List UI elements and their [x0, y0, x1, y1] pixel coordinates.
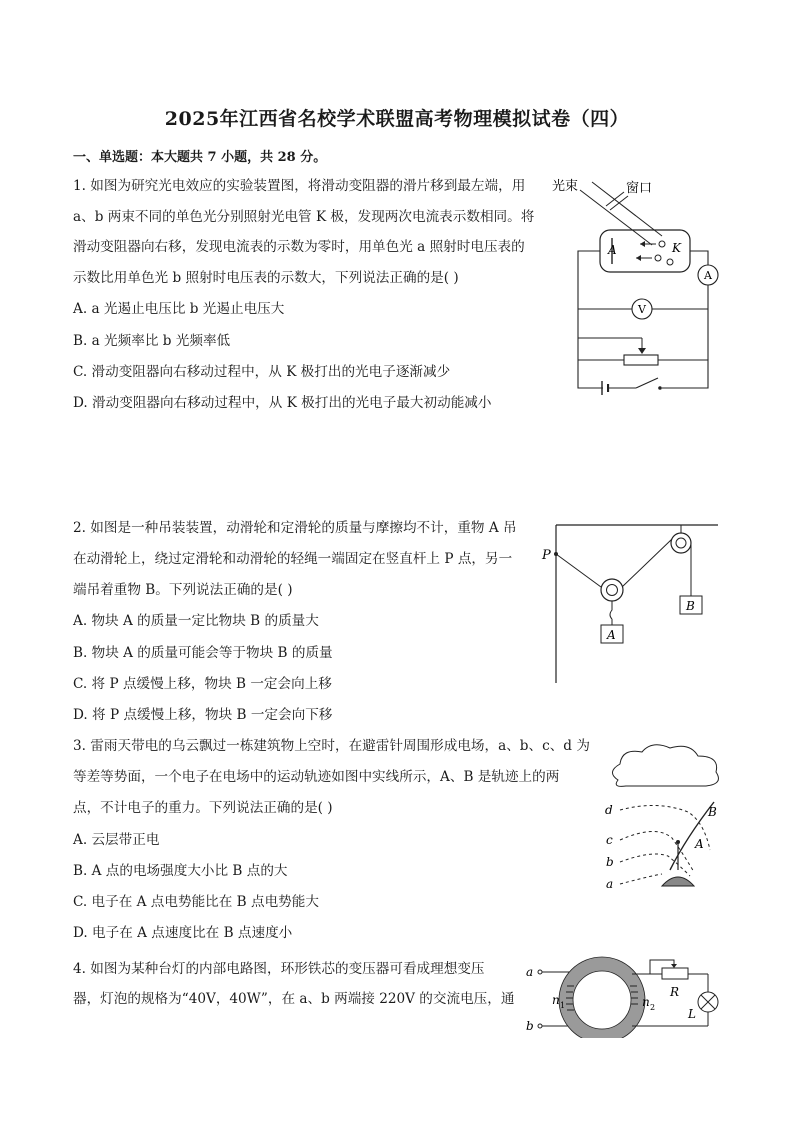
- rope: [622, 539, 672, 587]
- q2-option-c[interactable]: C. 将 P 点缓慢上移，物块 B 一定会向上移: [73, 676, 332, 692]
- q3-option-d[interactable]: D. 电子在 A 点速度比在 B 点速度小: [73, 925, 293, 941]
- electron: [667, 259, 673, 265]
- window-line: [606, 192, 624, 206]
- photoelectric-circuit-figure: [540, 170, 730, 400]
- electron: [659, 241, 665, 247]
- rheostat: [662, 968, 688, 979]
- primary-coil-subscript: 1: [560, 1001, 566, 1010]
- movable-pulley: [601, 579, 623, 601]
- q2-stem-line: 2. 如图是一种吊装装置，动滑轮和定滑轮的质量与摩擦均不计，重物 A 吊: [73, 520, 517, 536]
- window-label: 窗口: [626, 181, 653, 196]
- q2-stem-line: 端吊着重物 B。下列说法正确的是( ): [73, 582, 293, 598]
- rope: [556, 554, 601, 587]
- secondary-coil-label: n: [642, 995, 650, 1009]
- q1-stem-line: 滑动变阻器向右移，发现电流表的示数为零时，用单色光 a 照射时电压表的: [73, 239, 525, 255]
- equipotential-c-label: c: [606, 833, 613, 847]
- core-inner-edge: [573, 971, 631, 1029]
- q3-stem-line: 3. 雷雨天带电的乌云飘过一栋建筑物上空时，在避雷针周围形成电场，a、b、c、d 为: [73, 738, 590, 754]
- beam-label: 光束: [552, 179, 579, 194]
- lightning-rod-tip: [676, 840, 680, 844]
- lightning-field-figure: [598, 742, 728, 892]
- q1-option-a[interactable]: A. a 光遏止电压比 b 光遏止电压大: [73, 301, 285, 317]
- q1-option-d[interactable]: D. 滑动变阻器向右移动过程中，从 K 极打出的光电子最大初动能减小: [73, 395, 492, 411]
- rheostat-label: R: [670, 985, 680, 999]
- toroidal-core: [566, 964, 638, 1036]
- equipotential-c: [620, 831, 694, 872]
- switch-contact: [658, 386, 662, 390]
- electron: [655, 255, 661, 261]
- hook: [610, 601, 612, 619]
- lamp-label: L: [688, 1007, 696, 1021]
- q1-stem-line: 示数比用单色光 b 照射时电压表的示数大，下列说法正确的是( ): [73, 270, 459, 286]
- circuit-wire: [690, 251, 708, 265]
- q2-option-b[interactable]: B. 物块 A 的质量可能会等于物块 B 的质量: [73, 645, 333, 661]
- q3-option-b[interactable]: B. A 点的电场强度大小比 B 点的大: [73, 863, 288, 879]
- q3-stem-line: 点，不计电子的重力。下列说法正确的是( ): [73, 800, 333, 816]
- cathode-label: K: [672, 241, 681, 255]
- point-b-label: B: [708, 805, 717, 819]
- anode-label: A: [608, 243, 617, 257]
- rheostat-slider-head: [671, 964, 677, 968]
- q2-stem-line: 在动滑轮上，绕过定滑轮和动滑轮的轻绳一端固定在竖直杆上 P 点，另一: [73, 551, 513, 567]
- section-heading: 一、单选题：本大题共 7 小题，共 28 分。: [73, 150, 327, 165]
- q3-option-a[interactable]: A. 云层带正电: [73, 832, 160, 848]
- block-b-label: B: [686, 599, 695, 613]
- q4-stem-line: 器，灯泡的规格为“40V，40W”，在 a、b 两端接 220V 的交流电压，通: [73, 991, 515, 1007]
- point-p-label: P: [542, 548, 551, 563]
- q1-stem-line: a、b 两束不同的单色光分别照射光电管 K 极，发现两次电流表示数相同。将: [73, 209, 535, 225]
- voltmeter-label: V: [638, 303, 646, 316]
- electron-arrow-head: [640, 241, 645, 247]
- equipotential-b-label: b: [606, 855, 614, 869]
- q3-stem-line: 等差等势面，一个电子在电场中的运动轨迹如图中实线所示，A、B 是轨迹上的两: [73, 769, 560, 785]
- pulley-figure: [538, 515, 723, 685]
- primary-coil-label: n: [552, 993, 560, 1007]
- rheostat-slider-head: [638, 348, 646, 354]
- equipotential-b: [620, 854, 690, 876]
- switch-gap: [636, 382, 662, 392]
- building-dome: [662, 877, 694, 886]
- ammeter-label: A: [704, 269, 712, 282]
- block-a-label: A: [607, 628, 616, 642]
- equipotential-a-label: a: [606, 877, 614, 891]
- fixed-pulley: [671, 533, 691, 553]
- equipotential-d-label: d: [605, 803, 613, 817]
- transformer-figure: [522, 952, 730, 1038]
- battery-gap: [603, 382, 607, 394]
- point-a-label: A: [695, 837, 704, 851]
- q3-option-c[interactable]: C. 电子在 A 点电势能比在 B 点电势能大: [73, 894, 319, 910]
- terminal-b-label: b: [526, 1019, 534, 1033]
- rheostat: [624, 355, 658, 365]
- terminal-a-label: a: [526, 965, 534, 979]
- terminal-a: [538, 970, 542, 974]
- q2-option-a[interactable]: A. 物块 A 的质量一定比物块 B 的质量大: [73, 613, 319, 629]
- equipotential-a: [620, 874, 662, 884]
- q4-stem-line: 4. 如图为某种台灯的内部电路图，环形铁芯的变压器可看成理想变压: [73, 961, 485, 977]
- cloud: [612, 745, 718, 787]
- q1-option-c[interactable]: C. 滑动变阻器向右移动过程中，从 K 极打出的光电子逐渐减少: [73, 364, 451, 380]
- electron-arrow-head: [636, 255, 641, 261]
- q1-stem-line: 1. 如图为研究光电效应的实验装置图，将滑动变阻器的滑片移到最左端，用: [73, 178, 526, 194]
- secondary-coil-subscript: 2: [650, 1003, 656, 1012]
- terminal-b: [538, 1024, 542, 1028]
- q1-option-b[interactable]: B. a 光频率比 b 光频率低: [73, 333, 231, 349]
- q2-option-d[interactable]: D. 将 P 点缓慢上移，物块 B 一定会向下移: [73, 707, 333, 723]
- page-title: 2025年江西省名校学术联盟高考物理模拟试卷（四）: [164, 108, 630, 130]
